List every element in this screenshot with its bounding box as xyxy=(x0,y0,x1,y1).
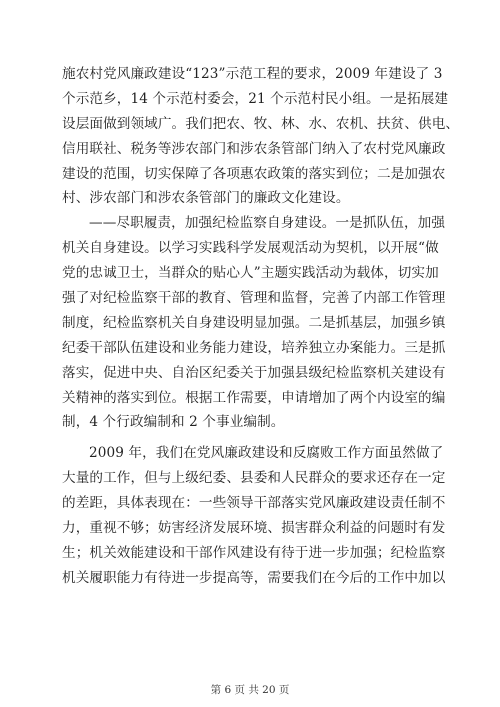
text-line: 建设的范围，切实保障了各项惠农政策的落实到位；二是加强农 xyxy=(62,165,446,182)
text-line: 的差距，具体表现在：一些领导干部落实党风廉政建设责任制不 xyxy=(62,495,446,512)
page-footer xyxy=(0,682,500,697)
text-line: 2009 年，我们在党风廉政建设和反腐败工作方面虽然做了 xyxy=(89,445,444,462)
text-line: 机关自身建设。以学习实践科学发展观活动为契机，以开展“做 xyxy=(62,240,439,257)
text-line: 村、涉农部门和涉农条管部门的廉政文化建设。 xyxy=(62,190,350,207)
document-body xyxy=(62,62,460,591)
text-line: 党的忠诚卫士，当群众的贴心人”主题实践活动为载体，切实加 xyxy=(62,265,439,282)
text-line: 制度，纪检监察机关自身建设明显加强。二是抓基层，加强乡镇 xyxy=(62,314,446,331)
text-line: 纪委干部队伍建设和业务能力建设，培养独立办案能力。三是抓 xyxy=(62,339,446,356)
paragraph-3 xyxy=(62,441,452,590)
text-line: 个示范乡，14 个示范村委会，21 个示范村民小组。一是拓展建 xyxy=(62,90,449,107)
paragraph-1 xyxy=(62,62,460,211)
text-line: 落实，促进中央、自治区纪委关于加强县级纪检监察机关建设有 xyxy=(62,364,446,381)
text-line: 设层面做到领域广。我们把农、牧、林、水、农机、扶贫、供电、 xyxy=(62,115,460,132)
text-line: 关精神的落实到位。根据工作需要，申请增加了两个内设室的编 xyxy=(62,389,446,406)
text-line: 力，重视不够；妨害经济发展环境、损害群众利益的问题时有发 xyxy=(62,520,446,537)
text-line: 信用联社、税务等涉农部门和涉农条管部门纳入了农村党风廉政 xyxy=(62,140,446,157)
page-number-label: 第 6 页 共 20 页 xyxy=(210,684,290,696)
text-line: ——尽职履责，加强纪检监察自身建设。一是抓队伍，加强 xyxy=(89,215,446,232)
text-line: 大量的工作，但与上级纪委、县委和人民群众的要求还存在一定 xyxy=(62,470,446,487)
text-line: 施农村党风廉政建设“123”示范工程的要求，2009 年建设了 3 xyxy=(62,66,443,82)
text-line: 机关履职能力有待进一步提高等，需要我们在今后的工作中加以 xyxy=(62,569,446,586)
text-line: 强了对纪检监察干部的教育、管理和监督，完善了内部工作管理 xyxy=(62,290,446,307)
paragraph-2 xyxy=(62,211,452,435)
text-line: 制，4 个行政编制和 2 个事业编制。 xyxy=(62,414,285,431)
text-line: 生；机关效能建设和干部作风建设有待于进一步加强；纪检监察 xyxy=(62,544,446,561)
